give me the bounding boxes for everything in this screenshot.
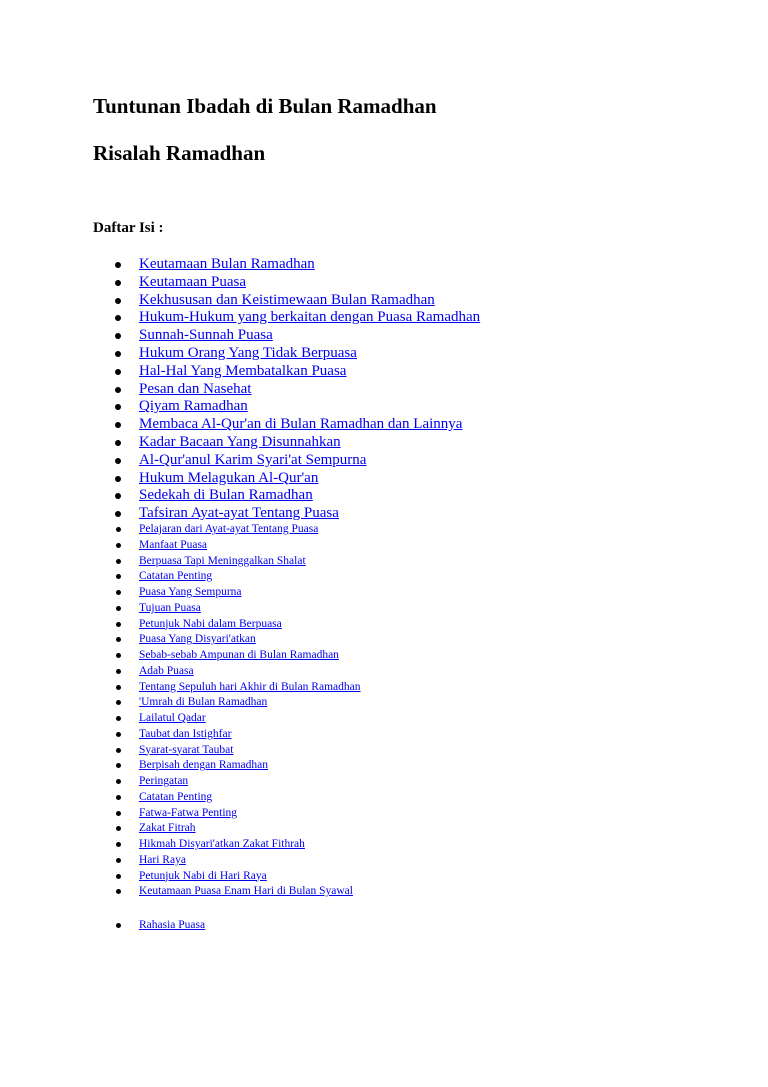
document-title: Tuntunan Ibadah di Bulan Ramadhan [93, 94, 437, 118]
bullet-icon [116, 669, 121, 674]
bullet-icon [116, 527, 121, 532]
bullet-icon [115, 298, 121, 304]
bullet-icon [116, 543, 121, 548]
bullet-icon [116, 732, 121, 737]
bullet-icon [116, 637, 121, 642]
toc-link[interactable]: Keutamaan Bulan Ramadhan [139, 256, 315, 272]
bullet-icon [116, 842, 121, 847]
toc-link[interactable]: Syarat-syarat Taubat [139, 743, 234, 756]
bullet-icon [115, 422, 121, 428]
toc-link[interactable]: Pesan dan Nasehat [139, 380, 252, 397]
toc-link[interactable]: Hukum Melagukan Al-Qur'an [139, 469, 319, 486]
toc-link[interactable]: Tentang Sepuluh hari Akhir di Bulan Ramadhan [139, 680, 361, 693]
toc-link[interactable]: Catatan Penting [139, 790, 213, 803]
toc-link[interactable]: Peringatan [139, 775, 189, 787]
bullet-icon [116, 763, 121, 768]
bullet-icon [115, 404, 121, 410]
bullet-icon [115, 511, 121, 517]
bullet-icon [116, 606, 121, 611]
bullet-icon [115, 315, 121, 321]
bullet-icon [116, 889, 121, 894]
toc-link[interactable]: Fatwa-Fatwa Penting [139, 806, 238, 819]
bullet-icon [115, 387, 121, 393]
bullet-icon [115, 280, 121, 286]
bullet-icon [115, 458, 121, 464]
bullet-icon [115, 476, 121, 482]
toc-link[interactable]: Tujuan Puasa [139, 601, 201, 614]
toc-link[interactable]: Zakat Fitrah [139, 822, 196, 835]
toc-link[interactable]: Pelajaran dari Ayat-ayat Tentang Puasa [139, 523, 319, 535]
toc-link[interactable]: Manfaat Puasa [139, 538, 208, 551]
toc-link[interactable]: 'Umrah di Bulan Ramadhan [139, 696, 268, 709]
toc-link[interactable]: Taubat dan Istighfar [139, 727, 232, 740]
toc-link[interactable]: Membaca Al-Qur'an di Bulan Ramadhan dan Lainnya [139, 416, 463, 433]
toc-link[interactable]: Puasa Yang Sempurna [139, 586, 242, 598]
bullet-icon [116, 574, 121, 579]
toc-link[interactable]: Hikmah Disyari'atkan Zakat Fithrah [139, 838, 305, 850]
toc-link[interactable]: Rahasia Puasa [139, 919, 206, 931]
bullet-icon [116, 874, 121, 879]
toc-link[interactable]: Al-Qur'anul Karim Syari'at Sempurna [139, 451, 367, 468]
toc-link[interactable]: Lailatul Qadar [139, 712, 206, 724]
toc-link[interactable]: Hukum-Hukum yang berkaitan dengan Puasa Ramadhan [139, 309, 481, 326]
toc-link[interactable]: Sebab-sebab Ampunan di Bulan Ramadhan [139, 649, 339, 661]
bullet-icon [115, 440, 121, 446]
bullet-icon [115, 262, 121, 268]
toc-link[interactable]: Sedekah di Bulan Ramadhan [139, 487, 313, 504]
bullet-icon [116, 685, 121, 690]
bullet-icon [115, 369, 121, 375]
toc-link[interactable]: Catatan Penting [139, 570, 213, 583]
document-subtitle: Risalah Ramadhan [93, 141, 266, 165]
bullet-icon [116, 923, 121, 928]
bullet-icon [116, 622, 121, 627]
toc-link[interactable]: Kadar Bacaan Yang Disunnahkan [139, 434, 341, 450]
bullet-icon [115, 333, 121, 339]
toc-link[interactable]: Adab Puasa [139, 664, 194, 677]
bullet-icon [116, 716, 121, 721]
bullet-icon [115, 493, 121, 499]
toc-link[interactable]: Hukum Orang Yang Tidak Berpuasa [139, 345, 357, 361]
toc-link[interactable]: Puasa Yang Disyari'atkan [139, 633, 256, 646]
bullet-icon [116, 700, 121, 705]
toc-link[interactable]: Berpisah dengan Ramadhan [139, 759, 269, 772]
bullet-icon [116, 826, 121, 831]
toc-heading: Daftar Isi : [93, 220, 164, 236]
toc-link[interactable]: Qiyam Ramadhan [139, 398, 248, 415]
bullet-icon [115, 351, 121, 357]
bullet-icon [116, 795, 121, 800]
toc-link[interactable]: Kekhususan dan Keistimewaan Bulan Ramadhan [139, 291, 435, 308]
bullet-icon [116, 748, 121, 753]
bullet-icon [116, 653, 121, 658]
toc-link[interactable]: Hal-Hal Yang Membatalkan Puasa [139, 362, 347, 379]
toc-link[interactable]: Keutamaan Puasa Enam Hari di Bulan Syawal [139, 885, 353, 898]
toc-link[interactable]: Berpuasa Tapi Meninggalkan Shalat [139, 554, 306, 567]
bullet-icon [116, 811, 121, 816]
toc-link[interactable]: Hari Raya [139, 853, 186, 866]
toc-link[interactable]: Keutamaan Puasa [139, 273, 247, 290]
bullet-icon [116, 779, 121, 784]
toc-link[interactable]: Petunjuk Nabi di Hari Raya [139, 869, 267, 882]
bullet-icon [116, 858, 121, 863]
bullet-icon [116, 590, 121, 595]
toc-link[interactable]: Petunjuk Nabi dalam Berpuasa [139, 617, 282, 630]
bullet-icon [116, 559, 121, 564]
toc-link[interactable]: Tafsiran Ayat-ayat Tentang Puasa [139, 505, 339, 522]
toc-link[interactable]: Sunnah-Sunnah Puasa [139, 327, 273, 344]
